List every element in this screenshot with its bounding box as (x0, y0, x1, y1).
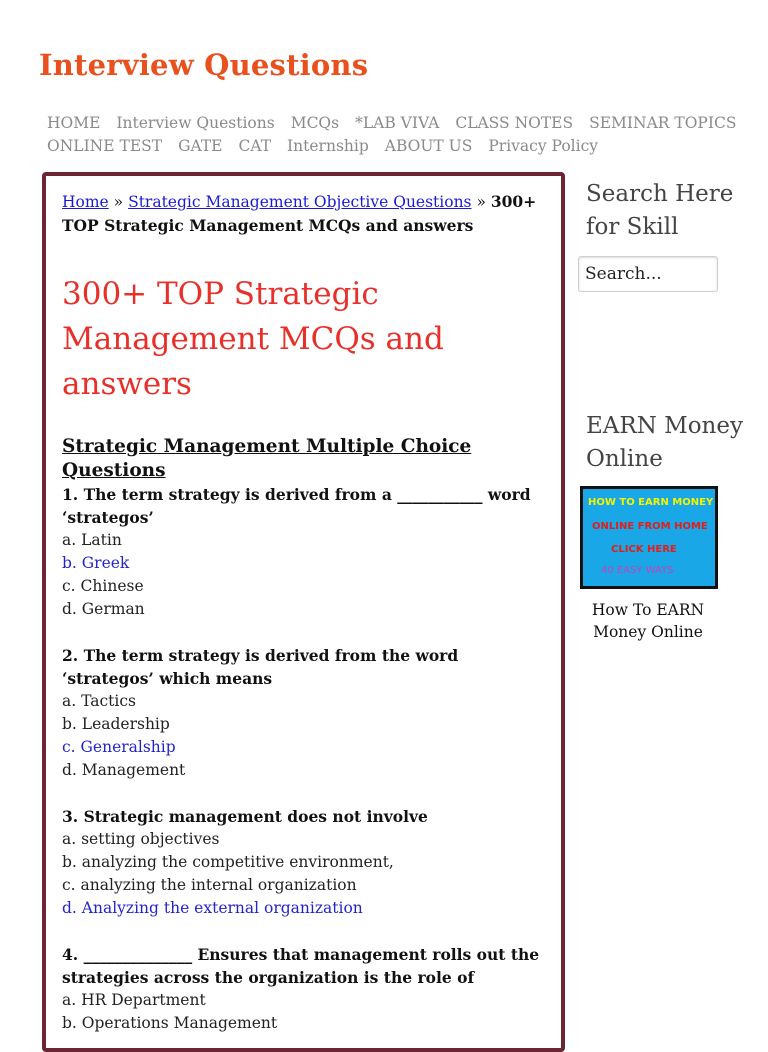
nav-item-class-notes[interactable]: CLASS NOTES (455, 114, 574, 132)
section-heading: Strategic Management Multiple Choice Questions (62, 436, 472, 481)
ad-caption: How To EARN Money Online (591, 601, 705, 641)
answer-option: b. Operations Management (62, 1014, 278, 1032)
breadcrumb-current-page: 300+ TOP Strategic Management MCQs and answers (62, 192, 537, 235)
question-block (62, 644, 554, 782)
question-text: 3. Strategic management does not involve (62, 807, 428, 826)
earn-widget-title: EARN Money Online (586, 413, 743, 472)
ad-banner-text: CLICK HERE (611, 544, 677, 555)
nav-item-internship[interactable]: Internship (287, 137, 369, 155)
answer-option: c. analyzing the internal organization (62, 876, 357, 894)
answer-option: b. analyzing the competitive environment, (62, 853, 394, 871)
breadcrumb-separator: » (108, 193, 129, 211)
answer-option: a. Latin (62, 531, 122, 549)
question-block (62, 805, 554, 920)
nav-item-lab-viva[interactable]: *LAB VIVA (355, 114, 440, 132)
correct-answer-option: c. Generalship (62, 738, 176, 756)
question-text: 2. The term strategy is derived from the word ‘strategos’ which means (62, 646, 459, 688)
answer-option: d. Management (62, 761, 186, 779)
nav-item-online-test[interactable]: ONLINE TEST (47, 137, 163, 155)
question-block (62, 943, 554, 1035)
ad-banner-text: 40 EASY WAYS (601, 565, 674, 576)
question-block (62, 483, 554, 621)
nav-item-cat[interactable]: CAT (238, 137, 272, 155)
answer-option: a. HR Department (62, 991, 206, 1009)
question-text: 1. The term strategy is derived from a ___________ word ‘strategos’ (62, 485, 531, 527)
ad-banner-text: HOW TO EARN MONEY (588, 497, 714, 508)
correct-answer-option: b. Greek (62, 554, 130, 572)
breadcrumb-category-link[interactable]: Strategic Management Objective Questions (128, 193, 472, 211)
answer-option: a. Tactics (62, 692, 136, 710)
nav-item-mcqs[interactable]: MCQs (290, 114, 340, 132)
nav-item-interview-questions[interactable]: Interview Questions (116, 114, 275, 132)
nav-row-2 (47, 135, 737, 158)
answer-option: b. Leadership (62, 715, 170, 733)
nav-item-gate[interactable]: GATE (178, 137, 223, 155)
question-text: 4. ______________ Ensures that management rolls out the strategies across the organization is the role of (62, 945, 540, 987)
page-title: 300+ TOP Strategic Management MCQs and answers (62, 276, 444, 402)
answer-option: a. setting objectives (62, 830, 220, 848)
earn-money-ad-banner[interactable] (580, 486, 718, 589)
breadcrumb-home-link[interactable]: Home (62, 193, 109, 211)
answer-option: c. Chinese (62, 577, 144, 595)
nav-row-1 (47, 112, 737, 135)
search-input[interactable] (578, 256, 718, 292)
answer-option: d. German (62, 600, 145, 618)
breadcrumb-separator: » (471, 193, 491, 211)
sidebar (578, 178, 748, 643)
article-container (42, 172, 565, 1052)
ad-banner-text: ONLINE FROM HOME (592, 521, 708, 532)
nav-item-about-us[interactable]: ABOUT US (384, 137, 473, 155)
nav-item-home[interactable]: HOME (47, 114, 101, 132)
search-widget-title: Search Here for Skill (586, 181, 734, 240)
breadcrumb (62, 190, 554, 238)
nav-item-privacy-policy[interactable]: Privacy Policy (488, 137, 599, 155)
nav-item-seminar-topics[interactable]: SEMINAR TOPICS (589, 114, 737, 132)
correct-answer-option: d. Analyzing the external organization (62, 899, 363, 917)
site-title-link[interactable]: Interview Questions (39, 48, 369, 82)
main-navigation (47, 112, 737, 158)
